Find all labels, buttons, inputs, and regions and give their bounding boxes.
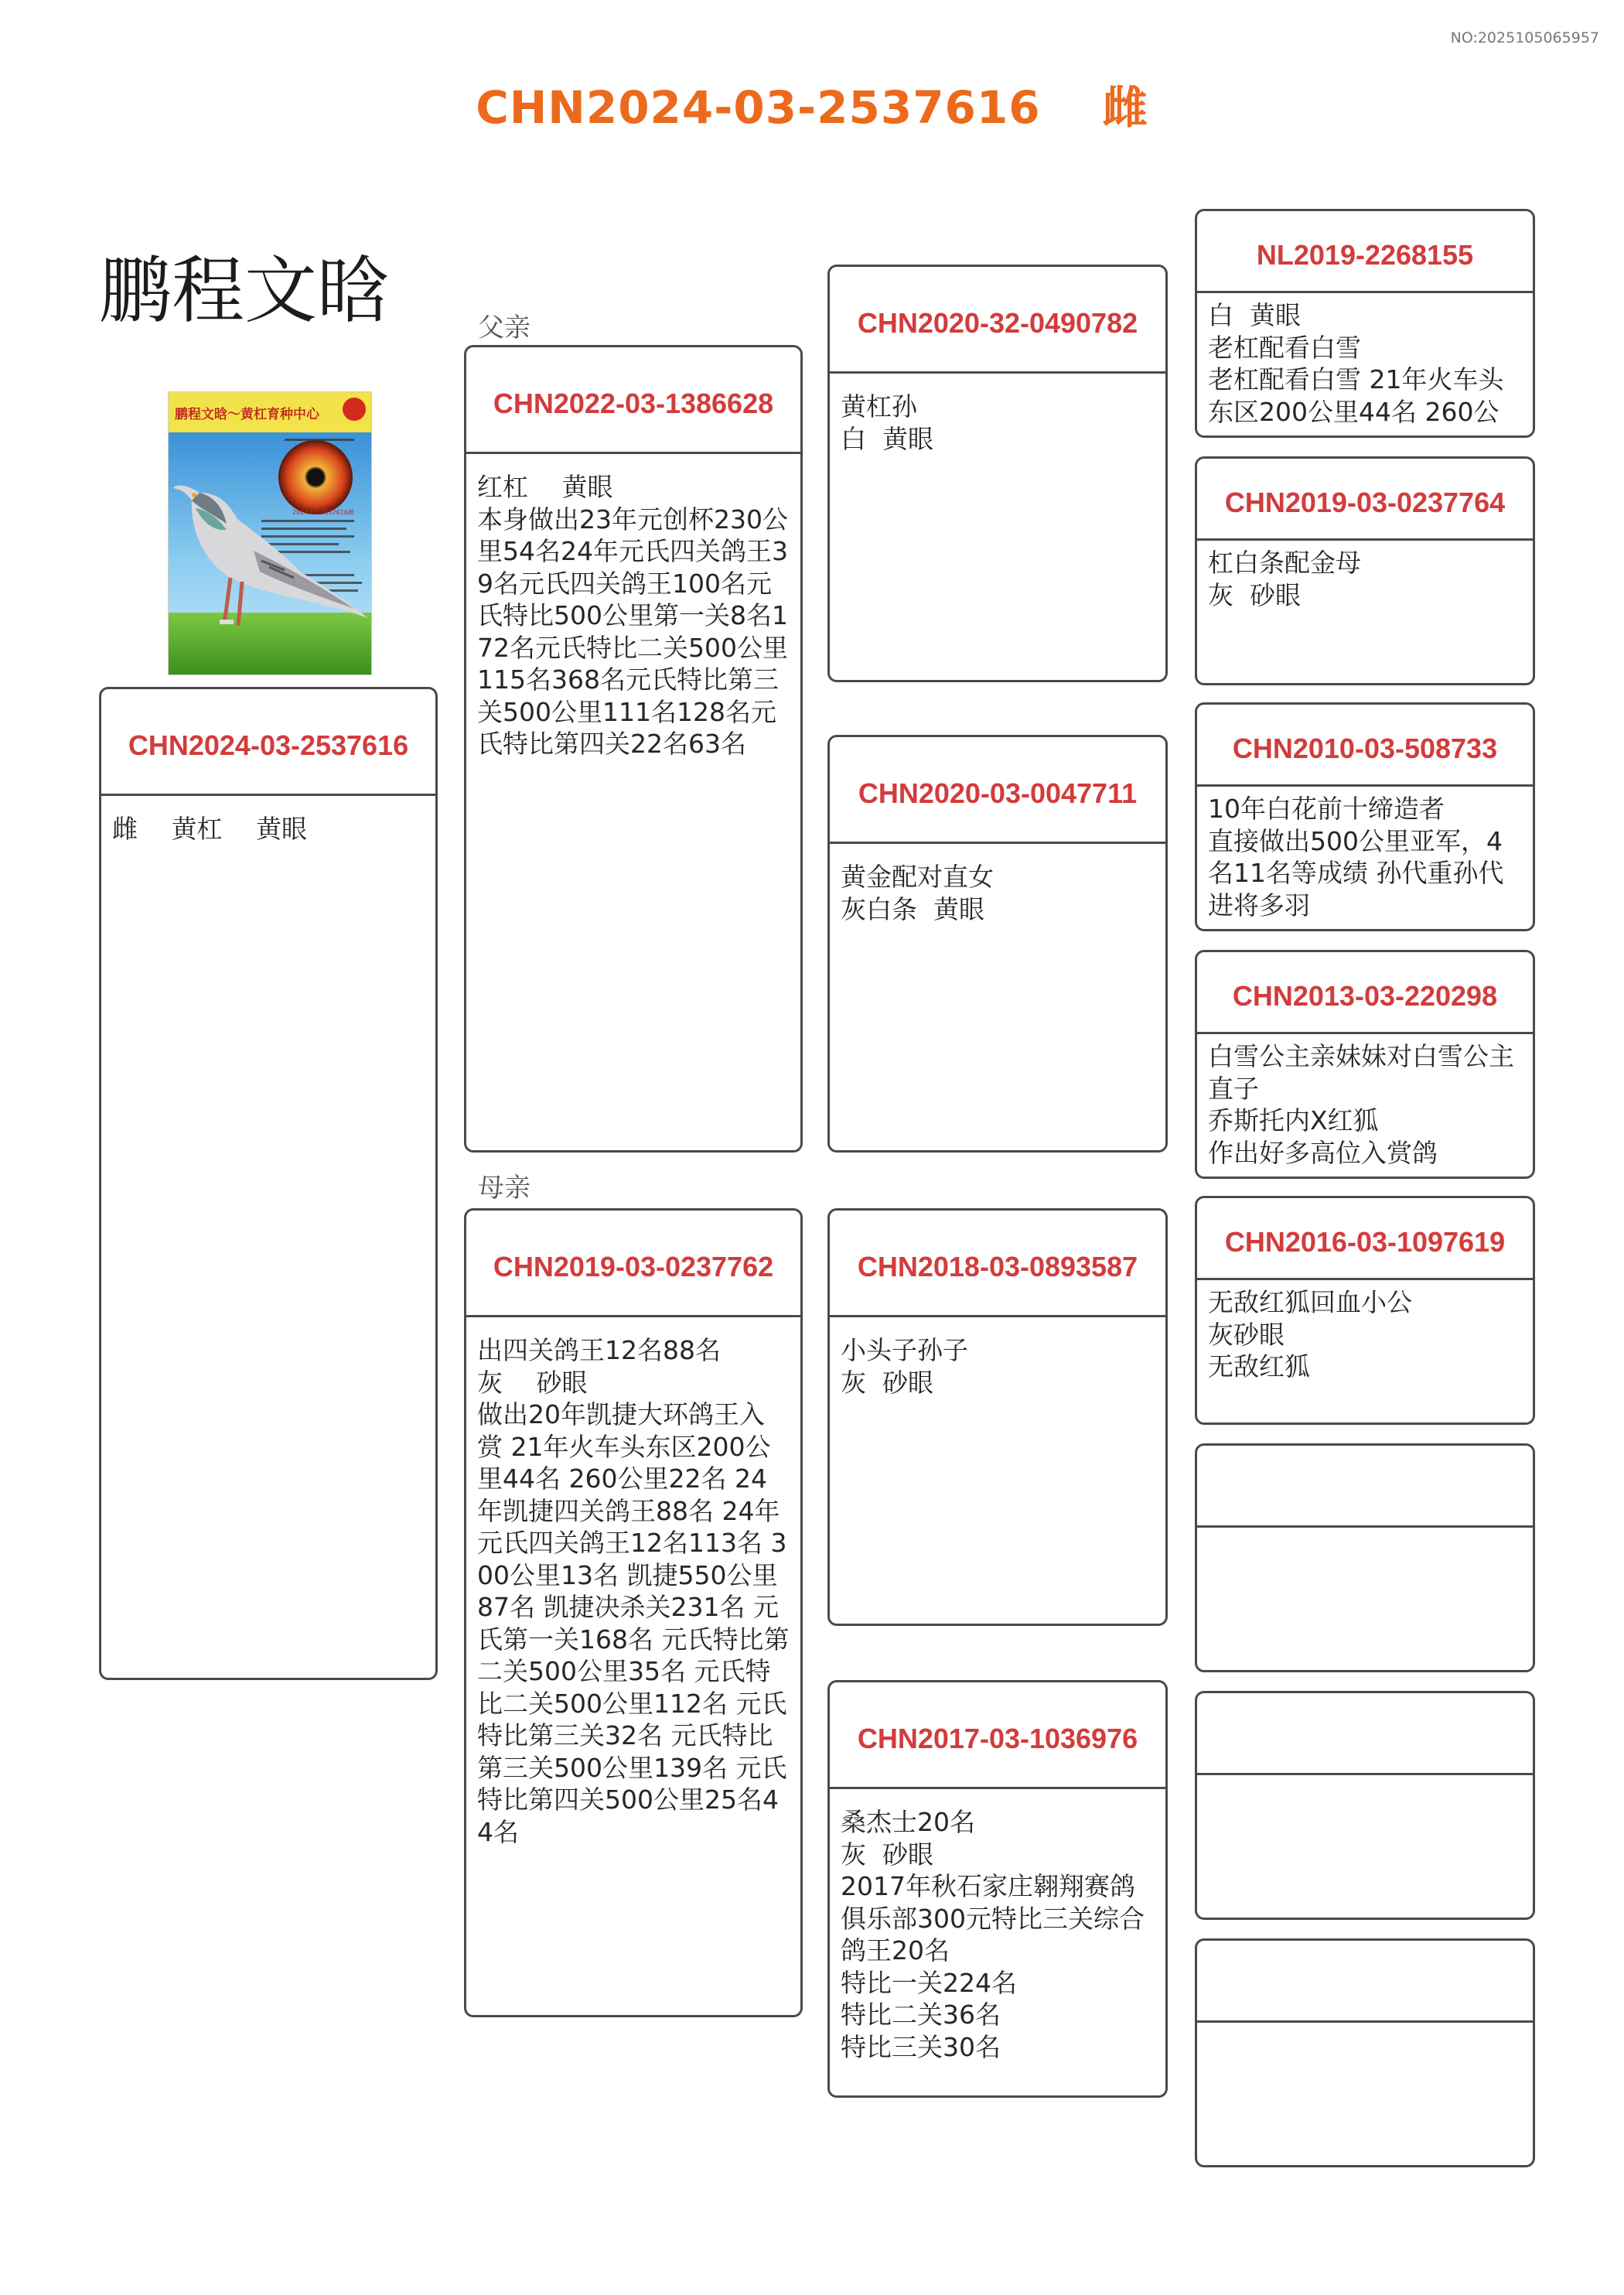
- great-grandparent-ring: CHN2013-03-220298: [1197, 952, 1533, 1034]
- loft-name: 鹏程文晗: [99, 249, 391, 333]
- grandparent-info: 小头子孙子 灰 砂眼: [841, 1335, 968, 1398]
- party-logo-icon: [343, 398, 366, 421]
- grandparent-ring: CHN2017-03-1036976: [830, 1682, 1165, 1789]
- page-title: CHN2024-03-2537616 雌: [476, 81, 1148, 134]
- great-grandparent-card: [1195, 702, 1535, 931]
- father-label: 父亲: [478, 312, 531, 343]
- great-grandparent-info: 10年白花前十缔造者 直接做出500公里亚军，4名11名等成绩 孙代重孙代进将多羽: [1208, 794, 1504, 920]
- grandparent-info: 黄金配对直女 灰白条 黄眼: [841, 862, 994, 924]
- document-number: NO:2025105065957: [1450, 29, 1599, 46]
- grandparent-ring: CHN2020-03-0047711: [830, 737, 1165, 844]
- mother-info: 出四关鸽王12名88名 灰 砂眼 做出20年凯捷大环鸽王入赏 21年火车头东区200公里44名 260公里22名 24年凯捷四关鸽王88名 24年元氏四关鸽王12名113名 300公里13名 凯捷550公里87名 凯捷决杀关231名 元氏第一关168名 元氏特比第二关500公里35名 元氏特比二关500公里112名 元氏特比第三关32名 元氏特比第三关500公里139名 元氏特比第四关500公里25名44名: [477, 1335, 790, 1847]
- grandparent-card: [827, 1208, 1168, 1626]
- great-grandparent-info: 杠白条配金母 灰 砂眼: [1208, 548, 1361, 610]
- great-grandparent-info: 白 黄眼 老杠配看白雪 老杠配看白雪 21年火车头东区200公里44名 260公: [1208, 300, 1504, 427]
- great-grandparent-card: [1195, 950, 1535, 1179]
- great-grandparent-info: [1197, 1775, 1533, 1792]
- great-grandparent-ring: [1197, 1446, 1533, 1528]
- photo-ring-caption: 2024-03-2537616雌: [292, 509, 354, 516]
- great-grandparent-ring: CHN2010-03-508733: [1197, 705, 1533, 787]
- great-grandparent-card: [1195, 209, 1535, 438]
- mother-card: [464, 1208, 803, 2017]
- father-card: [464, 345, 803, 1153]
- subject-info: 雌 黄杠 黄眼: [112, 814, 307, 844]
- grandparent-ring: CHN2020-32-0490782: [830, 267, 1165, 374]
- great-grandparent-ring: CHN2016-03-1097619: [1197, 1198, 1533, 1280]
- great-grandparent-card: [1195, 1196, 1535, 1425]
- great-grandparent-info: 白雪公主亲妹妹对白雪公主直子 乔斯托内X红狐 作出好多高位入赏鸽: [1208, 1041, 1514, 1168]
- great-grandparent-ring: [1197, 1941, 1533, 2023]
- pigeon-photo: [168, 391, 372, 675]
- photo-banner-text: 鹏程文晗～黄杠育种中心: [175, 407, 319, 422]
- father-info: 红杠 黄眼 本身做出23年元创杯230公里54名24年元氏四关鸽王39名元氏四关鸽王100名元氏特比500公里第一关8名172名元氏特比二关500公里115名368名元氏特比第三关500公里111名128名元氏特比第四关22名63名: [477, 472, 788, 759]
- great-grandparent-ring: CHN2019-03-0237764: [1197, 459, 1533, 541]
- great-grandparent-ring: NL2019-2268155: [1197, 211, 1533, 293]
- grandparent-card: [827, 1680, 1168, 2098]
- grandparent-info: 黄杠孙 白 黄眼: [841, 391, 933, 454]
- subject-ring: CHN2024-03-2537616: [101, 689, 435, 796]
- great-grandparent-card: [1195, 456, 1535, 685]
- mother-ring: CHN2019-03-0237762: [466, 1211, 800, 1317]
- father-ring: CHN2022-03-1386628: [466, 347, 800, 454]
- great-grandparent-card-empty: [1195, 1691, 1535, 1920]
- great-grandparent-ring: [1197, 1693, 1533, 1775]
- subject-card: [99, 687, 438, 1680]
- great-grandparent-info: 无敌红狐回血小公 灰砂眼 无敌红狐: [1208, 1287, 1412, 1381]
- grandparent-card: [827, 265, 1168, 682]
- great-grandparent-card-empty: [1195, 1938, 1535, 2167]
- mother-label: 母亲: [478, 1173, 531, 1204]
- grandparent-card: [827, 735, 1168, 1153]
- grandparent-info: 桑杰士20名 灰 砂眼 2017年秋石家庄翱翔赛鸽俱乐部300元特比三关综合鸽王20名 特比一关224名 特比二关36名 特比三关30名: [841, 1807, 1145, 2062]
- great-grandparent-card-empty: [1195, 1443, 1535, 1672]
- great-grandparent-info: [1197, 1528, 1533, 1545]
- great-grandparent-info: [1197, 2023, 1533, 2040]
- grandparent-ring: CHN2018-03-0893587: [830, 1211, 1165, 1317]
